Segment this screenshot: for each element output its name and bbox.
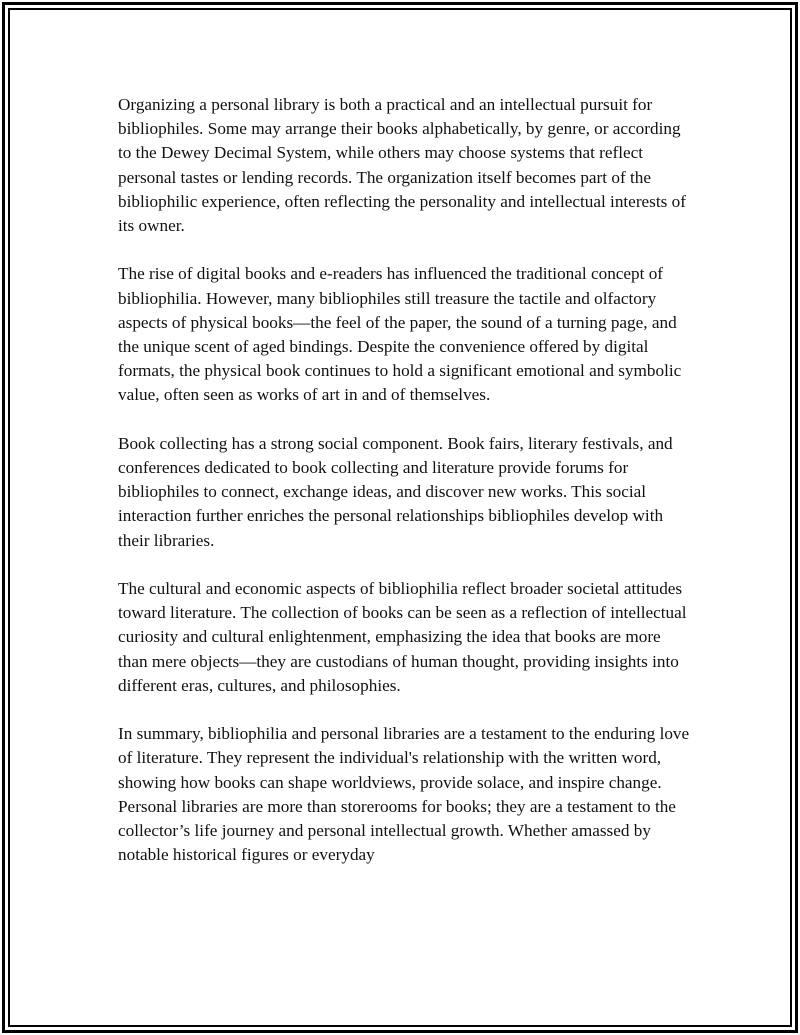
document-body xyxy=(118,93,690,892)
paragraph-cultural-economic: The cultural and economic aspects of bibliophilia reflect broader societal attitudes toward literature. The collection of books can be seen as a reflection of intellectual curiosity and cultural enlightenment, emphasizing the idea that books are more than mere objects—they are custodians of human thought, providing insights into different eras, cultures, and philosophies. xyxy=(118,579,687,695)
paragraph-social-component: Book collecting has a strong social component. Book fairs, literary festivals, and conferences dedicated to book collecting and literature provide forums for bibliophiles to connect, exchange ideas, and discover new works. This social interaction further enriches the personal relationships bibliophiles develop with their libraries. xyxy=(118,433,673,550)
paragraph-summary: In summary, bibliophilia and personal libraries are a testament to the enduring love of literature. They represent the individual's relationship with the written word, showing how books can shape worldviews, provide solace, and inspire change. Personal libraries are more than storerooms for books; they are a testament to the collector’s life journey and personal intellectual growth. Whether amassed by notable historical figures or everyday xyxy=(118,724,690,865)
paragraph-organizing-library: Organizing a personal library is both a practical and an intellectual pursuit for bibliophiles. Some may arrange their books alphabetically, by genre, or according to the Dewey Decimal System, while others may choose systems that reflect personal tastes or lending records. The organization itself becomes part of the bibliophilic experience, often reflecting the personality and intellectual interests of its owner. xyxy=(118,95,686,236)
paragraph-digital-books: The rise of digital books and e-readers has influenced the traditional concept of bibliophilia. However, many bibliophiles still treasure the tactile and olfactory aspects of physical books—the feel of the paper, the sound of a turning page, and the unique scent of aged bindings. Despite the convenience offered by digital formats, the physical book continues to hold a significant emotional and symbolic value, often seen as works of art in and of themselves. xyxy=(118,264,682,405)
